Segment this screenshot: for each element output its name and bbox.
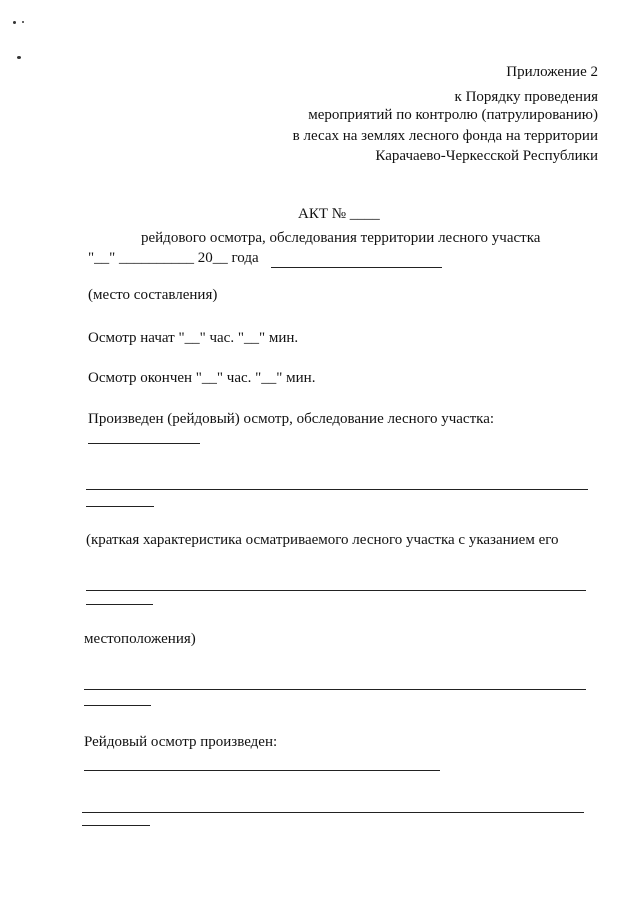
location-label: местоположения) — [84, 631, 196, 647]
header-line-4: в лесах на землях лесного фонда на территории — [292, 128, 598, 144]
performed-label: Рейдовый осмотр произведен: — [84, 734, 278, 750]
scan-speck-1 — [13, 21, 16, 24]
blank-line-4 — [86, 590, 586, 591]
place-label: (место составления) — [88, 287, 218, 303]
inspection-end: Осмотр окончен "__" час. "__" мин. — [88, 370, 316, 386]
scan-speck-2 — [22, 21, 24, 23]
act-title: АКТ № ____ — [298, 206, 380, 222]
blank-line-3 — [86, 506, 154, 507]
blank-line-2 — [86, 489, 588, 490]
header-line-3: мероприятий по контролю (патрулированию) — [308, 107, 598, 123]
act-date-blank — [271, 267, 442, 268]
blank-line-7 — [84, 705, 151, 706]
inspection-start: Осмотр начат "__" час. "__" мин. — [88, 330, 299, 346]
characteristics-label: (краткая характеристика осматриваемого лесного участка с указанием его — [86, 532, 559, 548]
scan-speck-3 — [17, 56, 21, 59]
header-line-5: Карачаево-Черкесской Республики — [375, 148, 598, 164]
inspected-label: Произведен (рейдовый) осмотр, обследование лесного участка: — [88, 411, 495, 427]
blank-line-10 — [82, 825, 150, 826]
blank-line-5 — [86, 604, 153, 605]
blank-line-1 — [88, 443, 200, 444]
header-line-2: к Порядку проведения — [454, 89, 598, 105]
blank-line-9 — [82, 812, 584, 813]
appendix-label: Приложение 2 — [506, 64, 598, 80]
blank-line-6 — [84, 689, 586, 690]
act-subtitle: рейдового осмотра, обследования территории лесного участка — [141, 230, 541, 246]
act-date-line: "__" __________ 20__ года — [88, 250, 259, 266]
blank-line-8 — [84, 770, 440, 771]
